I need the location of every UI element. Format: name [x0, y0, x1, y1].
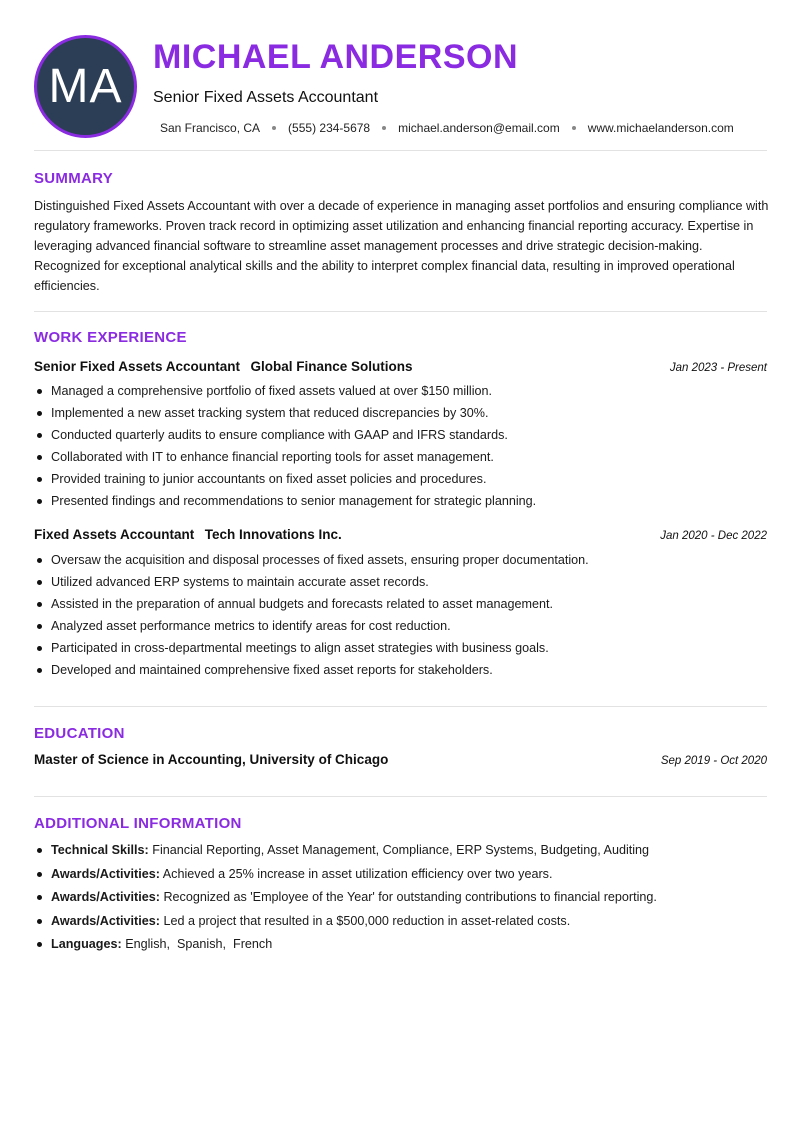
info-text: Financial Reporting, Asset Management, Compliance, ERP Systems, Budgeting, Auditing: [152, 843, 650, 857]
separator-dot: [272, 126, 276, 130]
info-label: Awards/Activities:: [51, 913, 160, 928]
education-entry: [34, 752, 767, 767]
job-dates: Jan 2023 - Present: [669, 362, 767, 374]
section-divider: [34, 706, 767, 707]
job-header: [34, 526, 767, 544]
education-heading: EDUCATION: [34, 725, 125, 742]
info-label: Languages:: [51, 937, 122, 951]
work-experience-heading: WORK EXPERIENCE: [34, 329, 187, 346]
info-label: Awards/Activities:: [51, 866, 160, 881]
list-item: Analyzed asset performance metrics to identify areas for cost reduction.: [34, 615, 767, 637]
list-item: Presented findings and recommendations to senior management for strategic planning.: [34, 490, 767, 512]
info-label: Technical Skills:: [51, 843, 149, 857]
list-item: [34, 910, 767, 934]
job-role: Fixed Assets Accountant: [34, 527, 195, 542]
list-item: [34, 863, 767, 887]
job-header: [34, 358, 767, 376]
separator-dot: [572, 126, 576, 130]
list-item: [34, 933, 767, 957]
contact-website[interactable]: www.michaelanderson.com: [587, 121, 734, 135]
candidate-name: MICHAEL ANDERSON: [153, 38, 519, 76]
job-bullets: [34, 549, 767, 681]
info-text: English, Spanish, French: [125, 937, 273, 951]
list-item: [34, 886, 767, 910]
list-item: Oversaw the acquisition and disposal processes of fixed assets, ensuring proper documentation.: [34, 549, 767, 571]
education-degree: Master of Science in Accounting, University of Chicago: [34, 752, 389, 767]
education-dates: Sep 2019 - Oct 2020: [660, 755, 767, 767]
section-divider: [34, 311, 767, 312]
list-item: Conducted quarterly audits to ensure compliance with GAAP and IFRS standards.: [34, 424, 767, 446]
contact-phone[interactable]: (555) 234-5678: [288, 121, 371, 135]
list-item: Participated in cross-departmental meetings to align asset strategies with business goals.: [34, 637, 767, 659]
list-item: Utilized advanced ERP systems to maintain accurate asset records.: [34, 571, 767, 593]
list-item: Developed and maintained comprehensive fixed asset reports for stakeholders.: [34, 659, 767, 681]
list-item: Collaborated with IT to enhance financial reporting tools for asset management.: [34, 446, 767, 468]
info-text: Recognized as 'Employee of the Year' for outstanding contributions to financial reporting.: [163, 890, 657, 904]
additional-information-heading: ADDITIONAL INFORMATION: [34, 815, 242, 832]
info-label: Awards/Activities:: [51, 890, 160, 904]
list-item: Assisted in the preparation of annual budgets and forecasts related to asset management.: [34, 593, 767, 615]
summary-heading: SUMMARY: [34, 170, 114, 187]
additional-info-list: [34, 839, 767, 957]
summary-text: Distinguished Fixed Assets Accountant with over a decade of experience in managing asset portfolios and ensuring compliance with regulatory frameworks. Proven track record in optimizing asset utilization and enhancing financial reporting accuracy. Expertise in leveraging advanced financial software to streamline asset management processes and drive strategic decision-making. Recognized for exceptional analytical skills and the ability to interpret complex financial data, resulting in improved operational efficiencies.: [34, 199, 769, 293]
list-item: [34, 839, 767, 863]
resume-header: [0, 0, 800, 150]
job-dates: Jan 2020 - Dec 2022: [660, 530, 767, 542]
list-item: Provided training to junior accountants on fixed asset policies and procedures.: [34, 468, 767, 490]
job-company: Tech Innovations Inc.: [204, 527, 342, 542]
section-divider: [34, 796, 767, 797]
candidate-title: Senior Fixed Assets Accountant: [153, 89, 379, 106]
job-company: Global Finance Solutions: [250, 359, 413, 374]
list-item: Implemented a new asset tracking system that reduced discrepancies by 30%.: [34, 402, 767, 424]
contact-location: San Francisco, CA: [160, 121, 261, 135]
contact-line: [160, 121, 734, 135]
list-item: Managed a comprehensive portfolio of fixed assets valued at over $150 million.: [34, 380, 767, 402]
section-divider: [34, 150, 767, 151]
contact-email[interactable]: michael.anderson@email.com: [398, 121, 560, 135]
job-role: Senior Fixed Assets Accountant: [34, 359, 241, 374]
info-text: Led a project that resulted in a $500,000 reduction in asset-related costs.: [163, 913, 571, 928]
separator-dot: [382, 126, 386, 130]
job-bullets: [34, 380, 767, 512]
info-text: Achieved a 25% increase in asset utilization efficiency over two years.: [162, 866, 553, 881]
avatar: MA: [34, 35, 137, 138]
